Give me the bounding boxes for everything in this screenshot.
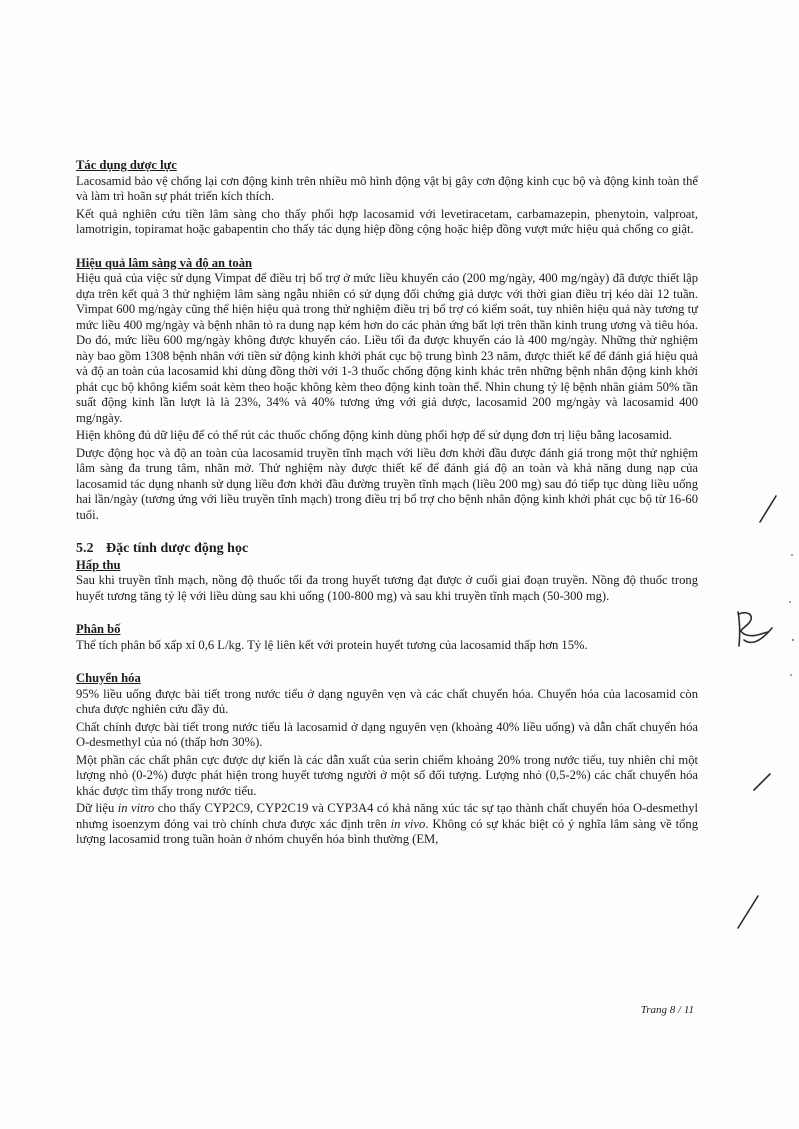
italic-term: in vivo [390,816,426,831]
text-run: Dữ liệu [76,801,118,815]
paragraph: Chất chính được bài tiết trong nước tiểu là lacosamid ở dạng nguyên vẹn (khoảng 40% liều uống) và dẫn chất chuyển hóa O-desmethyl của nó (thấp hơn 30%). [76,719,698,749]
paragraph: 95% liều uống được bài tiết trong nước tiểu ở dạng nguyên vẹn và các chất chuyển hóa. Chuyển hóa của lacosamid còn chưa được nghiên cứu đầy đủ. [76,686,698,716]
heading-distribution: Phân bố [76,622,121,636]
pen-mark-icon [738,896,758,928]
pen-mark-icon [760,496,776,522]
section-number: 5.2 [76,541,94,556]
paragraph: Lacosamid bảo vệ chống lại cơn động kinh trên nhiều mô hình động vật bị gây cơn động kinh cục bộ và động kinh toàn thể và làm trì hoãn sự phát triển kích thích. [76,173,698,203]
heading-metabolism: Chuyển hóa [76,671,141,685]
paragraph: Sau khi truyền tĩnh mạch, nồng độ thuốc tối đa trong huyết tương đạt được ở cuối giai đoạn truyền. Nồng độ thuốc trong huyết tương tăng tỷ lệ với liều dùng sau khi uống (100-800 mg) và sau khi truyền tĩnh mạch (50-300 mg). [76,573,698,603]
text-run: . Không có sự khác biệt có ý nghĩa lâm sàng về tổng lượng lacosamid trong tuần hoàn ở nhóm chuyển hóa bình thường (EM, [76,816,698,846]
paragraph: Kết quả nghiên cứu tiền lâm sàng cho thấy phối hợp lacosamid với levetiracetam, carbamazepin, phenytoin, valproat, lamotrigin, topiramat hoặc gabapentin cho thấy tác dụng hiệp đồng cộng hoặc hiệp đồng vượt mức hiệu quả chống co giật. [76,206,698,236]
pen-mark-icon [754,774,770,790]
paragraph: Hiệu quả của việc sử dụng Vimpat để điều trị bổ trợ ở mức liều khuyến cáo (200 mg/ngày, 400 mg/ngày) đã được thiết lập dựa trên kết quả 3 thử nghiệm lâm sàng ngẫu nhiên có sử dụng đối chứng giả dược với thời gian điều trị kéo dài 12 tuần. Vimpat 600 mg/ngày cũng thể hiện hiệu quả trong thử nghiệm điều trị bổ trợ có kiểm soát, tuy nhiên hiệu quả này tương tự mức liều 400 mg/ngày và bệnh nhân tỏ ra dung nạp kém hơn do các phản ứng bất lợi trên thần kinh trung ương và tiêu hóa. Do đó, mức liều 600 mg/ngày không được khuyến cáo. Liều tối đa được khuyến cáo là 400 mg/ngày. Những thử nghiệm này bao gồm 1308 bệnh nhân với tiền sử động kinh khởi phát cục bộ trung bình 23 năm, được thiết kế để đánh giá hiệu quả và độ an toàn của lacosamid khi dùng đồng thời với 1-3 thuốc chống động kinh khác trên những bệnh nhân động kinh khởi phát cục bộ không kiểm soát kèm theo hoặc không kèm theo động kinh toàn thể. Nhìn chung tỷ lệ bệnh nhân giảm 50% tần suất động kinh lần lượt là là 23%, 34% và 40% tương ứng với giả dược, lacosamid 200 mg/ngày và lacosamid 400 mg/ngày. [76,271,698,425]
section-title-text: Đặc tính dược động học [106,541,249,556]
heading-pharmacodynamics: Tác dụng dược lực [76,158,177,172]
text-run: cho thấy CYP2C9, CYP2C19 và CYP3A4 có khả năng xúc tác sự tạo thành chất chuyển hóa O-desmethyl nhưng isoenzym đóng vai trò chính chưa được xác định trên [76,801,699,831]
paragraph: Một phần các chất phân cực được dự kiến là các dẫn xuất của serin chiếm khoảng 20% trong nước tiểu, tuy nhiên chỉ một lượng nhỏ (0-2%) được phát hiện trong huyết tương người ở một số đối tượng. Lượng nhỏ (0,5-2%) các chất chuyển hóa khác được tìm thấy trong nước tiểu. [76,752,698,798]
heading-absorption: Hấp thu [76,557,121,572]
paragraph: Thể tích phân bố xấp xỉ 0,6 L/kg. Tỷ lệ liên kết với protein huyết tương của lacosamid thấp hơn 15%. [76,637,588,652]
italic-term: in vitro [117,801,155,815]
paragraph: Dược động học và độ an toàn của lacosamid truyền tĩnh mạch với liều đơn khởi đầu được đánh giá trong một thử nghiệm lâm sàng đa trung tâm, nhãn mở. Thử nghiệm này được thiết kế để đánh giá độ an toàn và khả năng dung nạp của lacosamid tác dụng nhanh sử dụng liều đơn khởi đầu đường truyền tĩnh mạch (liều 200 mg) sau đó tiếp tục dùng liều uống hai lần/ngày (tương ứng với liều truyền tĩnh mạch) trong điều trị bổ trợ cho bệnh nhân động kinh khởi phát cục bộ từ 16-60 tuổi. [76,445,698,522]
signature-mark-icon [738,612,772,646]
heading-clinical-efficacy: Hiệu quả lâm sàng và độ an toàn [76,255,253,270]
paragraph: Hiện không đủ dữ liệu để có thể rút các thuốc chống động kinh dùng phối hợp để sử dụng đơn trị liệu bằng lacosamid. [76,428,673,442]
page-number: Trang 8 / 11 [640,1004,694,1016]
